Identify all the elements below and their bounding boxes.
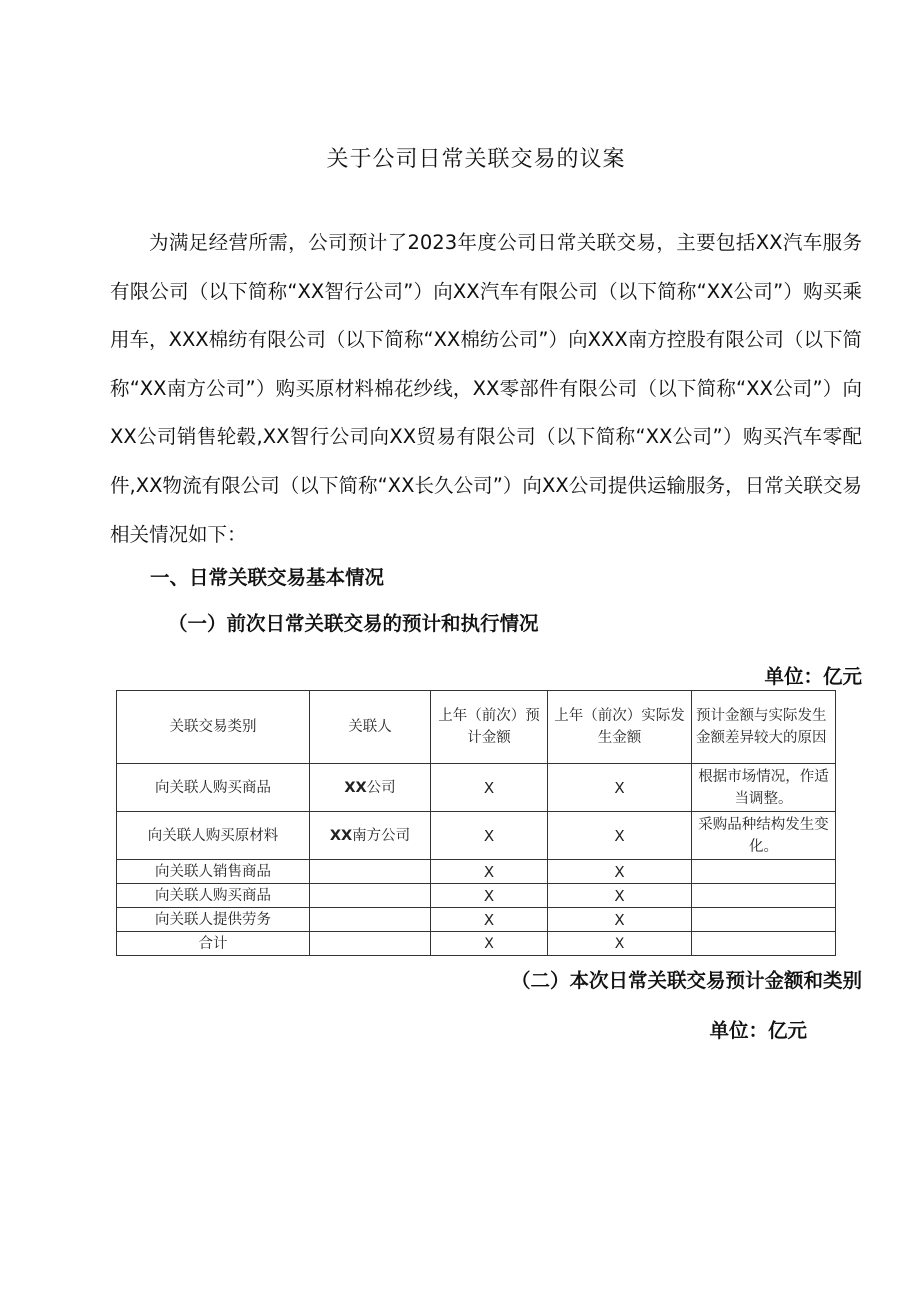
- row-estimated: X: [431, 812, 548, 860]
- header-estimated: 上年（前次）预计金额: [431, 691, 548, 764]
- row-category: 向关联人购买商品: [117, 764, 310, 812]
- table-row: [117, 860, 836, 884]
- header-reason: 预计金额与实际发生金额差异较大的原因: [692, 691, 836, 764]
- row-party: [310, 884, 431, 908]
- row-party: [310, 908, 431, 932]
- row-party: [310, 860, 431, 884]
- party-code: XX: [344, 779, 367, 796]
- table-row: [117, 764, 836, 812]
- unit-label: 单位：亿元: [764, 665, 862, 688]
- row-category: 向关联人购买商品: [117, 884, 310, 908]
- header-category: 关联交易类别: [117, 691, 310, 764]
- total-actual: X: [548, 932, 692, 956]
- section-1-1-heading: （一）前次日常关联交易的预计和执行情况: [168, 612, 539, 635]
- table-row: [117, 908, 836, 932]
- row-reason: [692, 908, 836, 932]
- row-actual: X: [548, 812, 692, 860]
- related-transactions-table: [116, 690, 836, 956]
- table-header-row: [117, 691, 836, 764]
- row-category: 向关联人销售商品: [117, 860, 310, 884]
- row-party: [310, 812, 431, 860]
- table-row: [117, 884, 836, 908]
- total-reason: [692, 932, 836, 956]
- unit-label-2: 单位：亿元: [709, 1019, 807, 1042]
- row-category: 向关联人购买原材料: [117, 812, 310, 860]
- row-actual: X: [548, 908, 692, 932]
- party-code: XX: [329, 827, 353, 844]
- row-actual: X: [548, 860, 692, 884]
- row-actual: X: [548, 884, 692, 908]
- row-reason: [692, 860, 836, 884]
- row-estimated: X: [431, 764, 548, 812]
- header-party: 关联人: [310, 691, 431, 764]
- row-reason: 采购品种结构发生变化。: [692, 812, 836, 860]
- row-reason: 根据市场情况，作适当调整。: [692, 764, 836, 812]
- row-estimated: X: [431, 884, 548, 908]
- party-suffix: 公司: [366, 779, 396, 796]
- section-1-2-heading: （二）本次日常关联交易预计金额和类别: [510, 969, 862, 992]
- row-actual: X: [548, 764, 692, 812]
- row-party: [310, 764, 431, 812]
- row-reason: [692, 884, 836, 908]
- intro-paragraph: 为满足经营所需，公司预计了2023年度公司日常关联交易，主要包括XX汽车服务有限公司（以下简称“XX智行公司”）向XX汽车有限公司（以下简称“XX公司”）购买乘用车，XXX棉纺有限公司（以下简称“XX棉纺公司”）向XXX南方控股有限公司（以下简称“XX南方公司”）购买原材料棉花纱线，XX零部件有限公司（以下简称“XX公司”）向XX公司销售轮毂,XX智行公司向XX贸易有限公司（以下简称“XX公司”）购买汽车零配件,XX物流有限公司（以下简称“XX长久公司”）向XX公司提供运输服务，日常关联交易相关情况如下：: [110, 231, 862, 546]
- party-suffix: 南方公司: [352, 827, 411, 844]
- total-estimated: X: [431, 932, 548, 956]
- document-title: 关于公司日常关联交易的议案: [326, 146, 626, 172]
- row-estimated: X: [431, 860, 548, 884]
- total-party: [310, 932, 431, 956]
- header-actual: 上年（前次）实际发生金额: [548, 691, 692, 764]
- row-estimated: X: [431, 908, 548, 932]
- table-total-row: [117, 932, 836, 956]
- total-label: 合计: [117, 932, 310, 956]
- table-row: [117, 812, 836, 860]
- row-category: 向关联人提供劳务: [117, 908, 310, 932]
- section-1-heading: 一、日常关联交易基本情况: [150, 566, 385, 589]
